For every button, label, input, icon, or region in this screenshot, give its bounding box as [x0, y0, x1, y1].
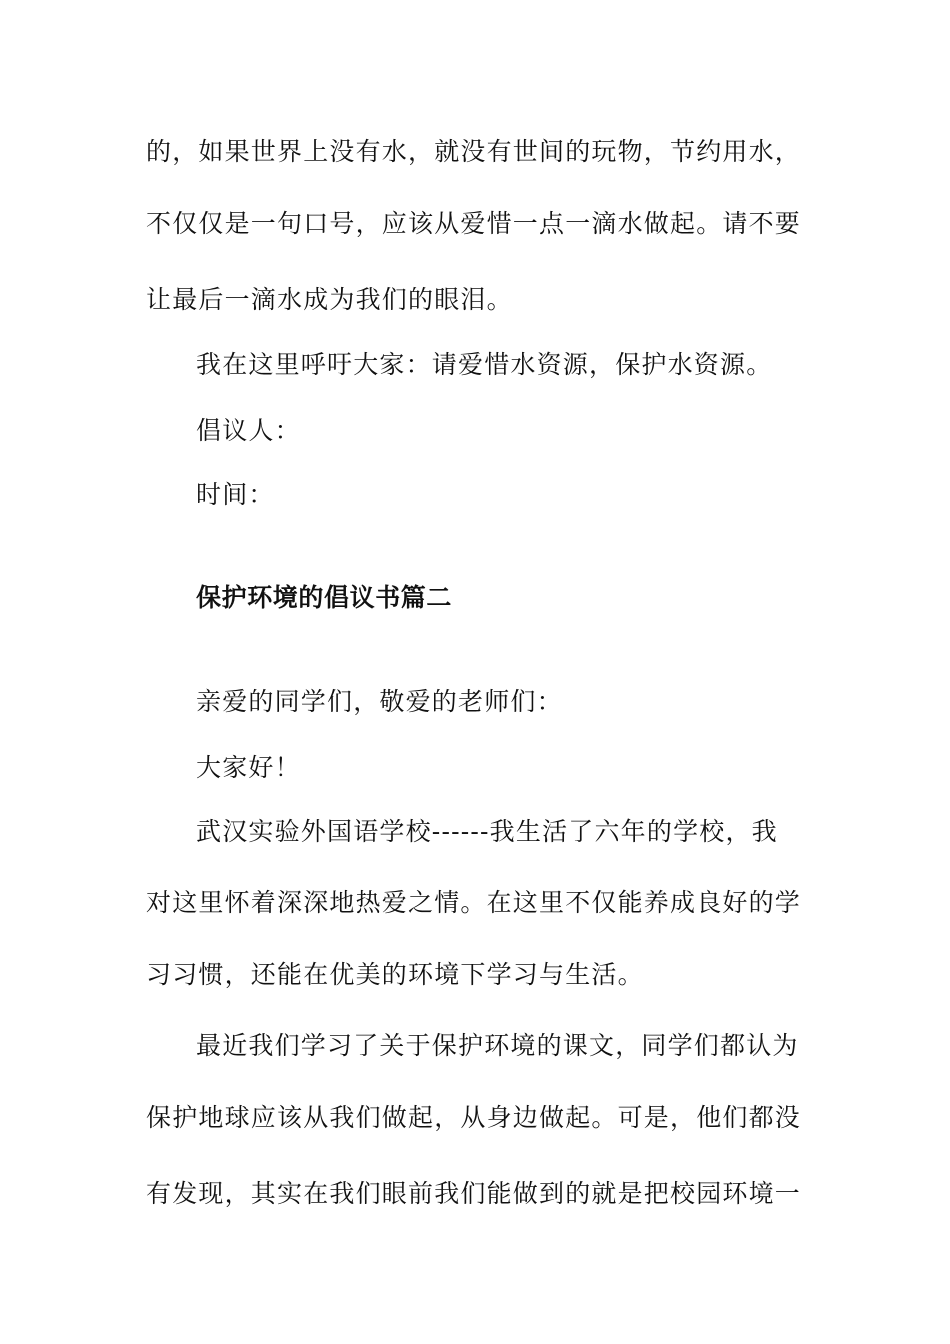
paragraph-line: 不仅仅是一句口号，应该从爱惜一点一滴水做起。请不要: [146, 209, 802, 238]
salutation: 亲爱的同学们，敬爱的老师们：: [196, 687, 563, 716]
paragraph-line: 让最后一滴水成为我们的眼泪。: [146, 285, 513, 314]
paragraph-line: 习习惯，还能在优美的环境下学习与生活。: [146, 960, 644, 989]
paragraph-line: 保护地球应该从我们做起，从身边做起。可是，他们都没: [146, 1103, 802, 1132]
appeal-text: 我在这里呼吁大家：请爱惜水资源，保护水资源。: [196, 350, 773, 379]
greeting: 大家好！: [196, 753, 301, 782]
paragraph-line: 的，如果世界上没有水，就没有世间的玩物，节约用水，: [146, 137, 802, 166]
section-heading: 保护环境的倡议书篇二: [196, 583, 453, 612]
initiator-label: 倡议人：: [196, 416, 301, 445]
paragraph-line: 武汉实验外国语学校------我生活了六年的学校，我: [196, 817, 778, 846]
paragraph-line: 对这里怀着深深地热爱之情。在这里不仅能养成良好的学: [146, 888, 802, 917]
time-label: 时间：: [196, 480, 275, 509]
paragraph-line: 最近我们学习了关于保护环境的课文，同学们都认为: [196, 1031, 799, 1060]
paragraph-line: 有发现，其实在我们眼前我们能做到的就是把校园环境一: [146, 1179, 802, 1208]
